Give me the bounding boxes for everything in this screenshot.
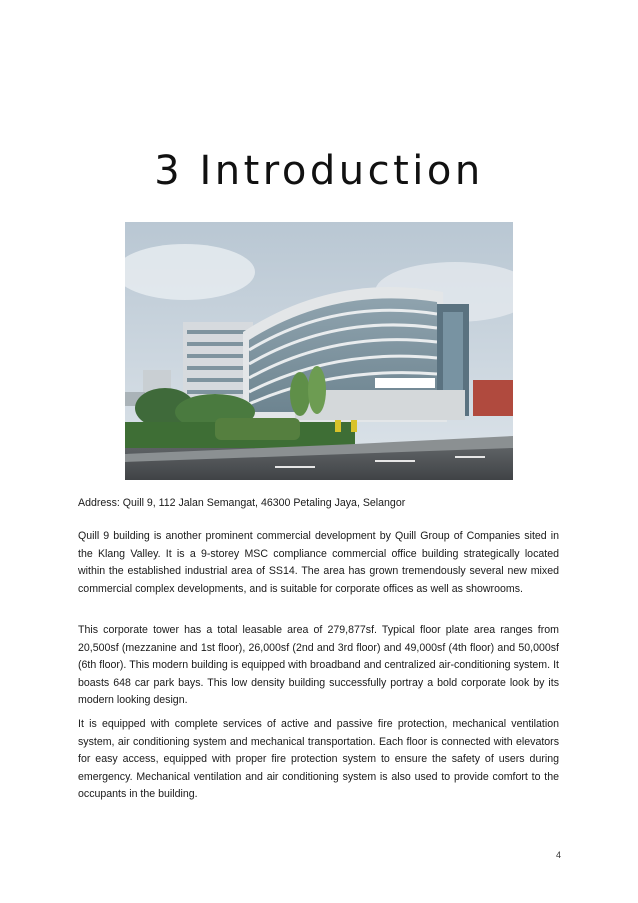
paragraph-overview: Quill 9 building is another prominent commercial development by Quill Group of Companies sited in the Klang Valley. It is a 9-storey MSC compliance commercial office building strategically located within the established industrial area of SS14. The area has grown tremendously several new mixed commercial complex developments, and is suitable for corporate offices as well as showrooms. <box>78 530 559 595</box>
paragraph-floor-area: This corporate tower has a total leasable area of 279,877sf. Typical floor plate area ranges from 20,500sf (mezzanine and 1st floor), 26,000sf (2nd and 3rd floor) and 49,000sf (4th floor) and 50,000sf (6th floor). This modern building is equipped with broadband and centralized air-conditioning system. It boasts 648 car park bays. This low density building successfully portray a bold corporate look by its modern looking design. <box>78 624 559 706</box>
building-photo <box>125 222 513 480</box>
page-title: 3 Introduction <box>154 148 484 194</box>
page-number: 4 <box>556 850 562 860</box>
paragraph-services: It is equipped with complete services of active and passive fire protection, mechanical ventilation system, air conditioning system and mechanical transportation. Each floor is connected with elevators for easy access, equipped with proper fire protection system to ensure the safety of users during emergency. Mechanical ventilation and air conditioning system is also used to provide comfort to the occupants in the building. <box>78 718 559 800</box>
address-line: Address: Quill 9, 112 Jalan Semangat, 46300 Petaling Jaya, Selangor <box>78 497 406 509</box>
